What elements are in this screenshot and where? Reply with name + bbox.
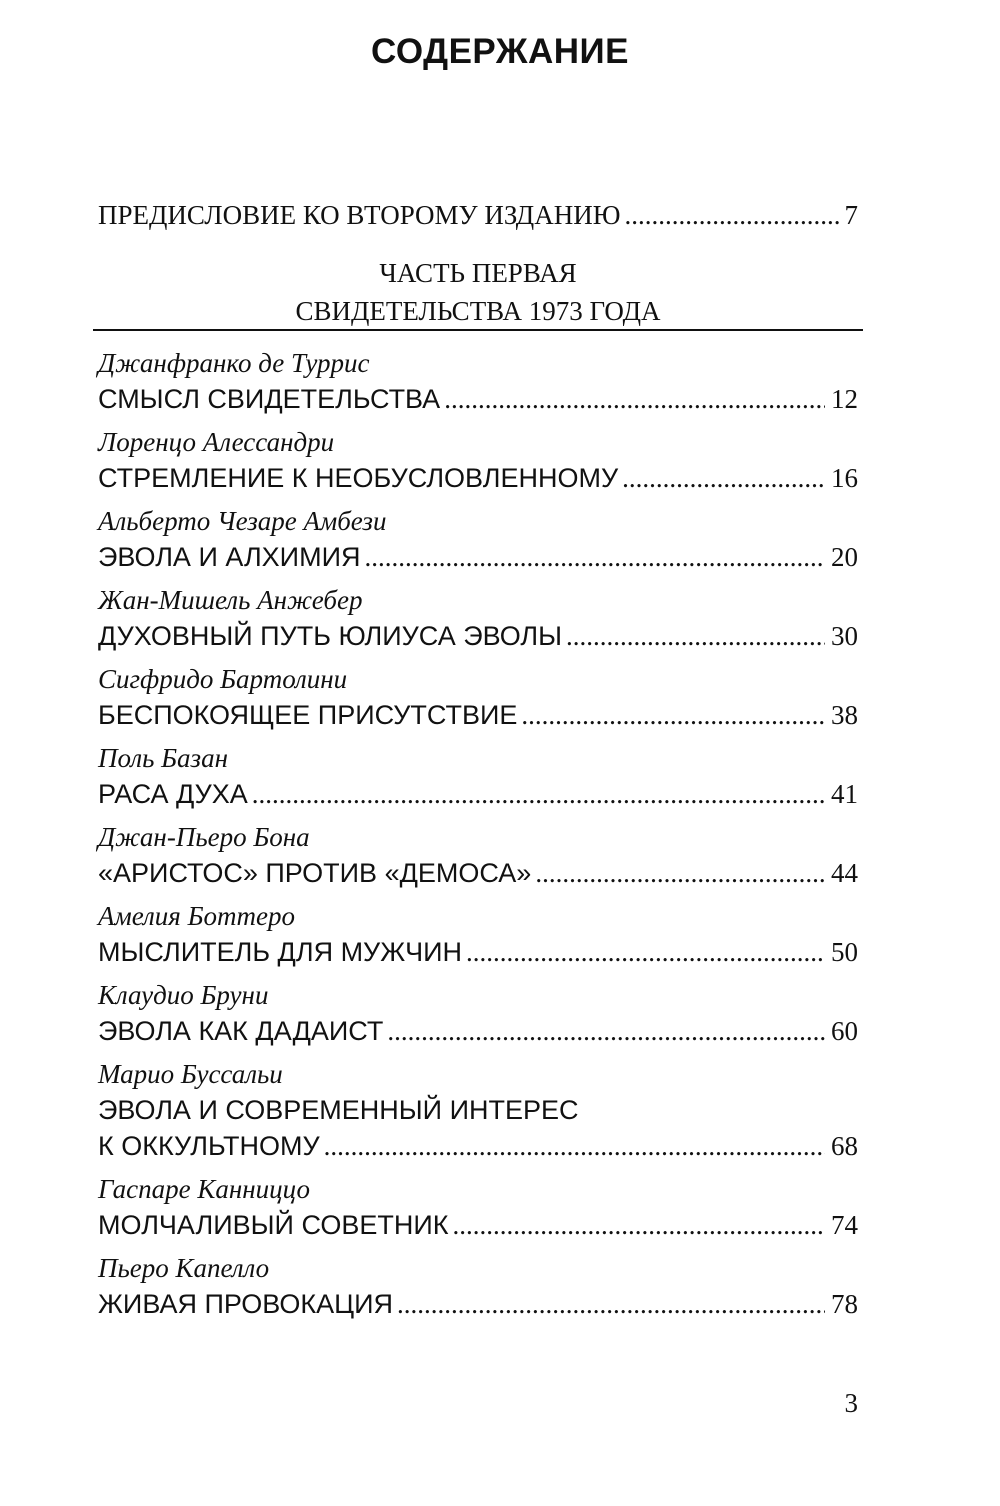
entry-page: 44 [831, 858, 858, 888]
entry-title: МОЛЧАЛИВЫЙ СОВЕТНИК [98, 1210, 449, 1240]
entry-title: ЭВОЛА И АЛХИМИЯ [98, 542, 361, 572]
entry-author: Гаспаре Канниццо [98, 1174, 310, 1204]
page-title: СОДЕРЖАНИЕ [370, 32, 629, 71]
entry-title: МЫСЛИТЕЛЬ ДЛЯ МУЖЧИН [98, 937, 463, 967]
dot-leader [535, 856, 825, 890]
entry-page: 20 [831, 542, 858, 572]
entry-title: ПРЕДИСЛОВИЕ КО ВТОРОМУ ИЗДАНИЮ [98, 200, 621, 230]
dot-leader [324, 1129, 825, 1163]
dot-leader [387, 1014, 825, 1048]
toc-entry[interactable] [98, 856, 858, 890]
dot-leader [444, 382, 825, 416]
toc-entry[interactable] [98, 619, 858, 653]
entry-page: 60 [831, 1016, 858, 1046]
part-heading [93, 254, 863, 330]
dot-leader [397, 1287, 825, 1321]
entry-page: 41 [831, 779, 858, 809]
entry-page: 30 [831, 621, 858, 651]
toc-entry[interactable] [98, 1014, 858, 1048]
entry-author: Жан-Мишель Анжебер [98, 585, 363, 615]
toc-entry[interactable] [98, 1208, 858, 1242]
entry-title: РАСА ДУХА [98, 779, 248, 809]
dot-leader [521, 698, 825, 732]
entry-page: 16 [831, 463, 858, 493]
toc-entry[interactable] [98, 698, 858, 732]
toc-entry[interactable] [98, 777, 858, 811]
part-label: ЧАСТЬ ПЕРВАЯ [379, 258, 577, 288]
entry-author: Джанфранко де Туррис [98, 348, 370, 378]
entry-page: 78 [831, 1289, 858, 1319]
toc-entry[interactable] [98, 935, 858, 969]
page-number: 3 [844, 1388, 858, 1418]
entry-page: 50 [831, 937, 858, 967]
entry-author: Альберто Чезаре Амбези [98, 506, 387, 536]
part-title: СВИДЕТЕЛЬСТВА 1973 ГОДА [295, 296, 661, 326]
entry-page: 74 [831, 1210, 858, 1240]
entry-author: Марио Буссальи [98, 1059, 283, 1089]
entry-page: 7 [844, 200, 858, 230]
entry-title: СМЫСЛ СВИДЕТЕЛЬСТВА [98, 384, 441, 414]
entry-title: СТРЕМЛЕНИЕ К НЕОБУСЛОВЛЕННОМУ [98, 463, 619, 493]
entry-author: Лоренцо Алессандри [98, 427, 335, 457]
entry-author: Пьеро Капелло [98, 1253, 270, 1283]
toc-entry[interactable] [98, 382, 858, 416]
entry-page: 38 [831, 700, 858, 730]
toc-entry[interactable] [98, 1129, 858, 1163]
entry-title: ЖИВАЯ ПРОВОКАЦИЯ [98, 1289, 394, 1319]
toc-entry[interactable] [98, 540, 858, 574]
entry-author: Джан-Пьеро Бона [98, 822, 310, 852]
entry-title: «АРИСТОС» ПРОТИВ «ДЕМОСА» [98, 858, 532, 888]
dot-leader [252, 777, 825, 811]
entry-page: 12 [831, 384, 858, 414]
entry-title: ЭВОЛА КАК ДАДАИСТ [98, 1016, 384, 1046]
entry-author: Клаудио Бруни [98, 980, 269, 1010]
entry-author: Амелия Боттеро [98, 901, 296, 931]
dot-leader [622, 461, 825, 495]
entry-author: Сигфридо Бартолини [98, 664, 348, 694]
dot-leader [453, 1208, 826, 1242]
entry-title: БЕСПОКОЯЩЕЕ ПРИСУТСТВИЕ [98, 700, 518, 730]
entry-page: 68 [831, 1131, 858, 1161]
toc-entry[interactable] [98, 461, 858, 495]
dot-leader [466, 935, 825, 969]
dot-leader [365, 540, 826, 574]
entry-title: К ОККУЛЬТНОМУ [98, 1131, 320, 1161]
entry-author: Поль Базан [98, 743, 228, 773]
dot-leader [566, 619, 825, 653]
toc-entry[interactable] [98, 1287, 858, 1321]
toc-entry-preface[interactable] [98, 198, 858, 232]
part-divider [93, 329, 863, 331]
entry-title: ДУХОВНЫЙ ПУТЬ ЮЛИУСА ЭВОЛЫ [98, 621, 563, 651]
entry-title-first-line[interactable]: ЭВОЛА И СОВРЕМЕННЫЙ ИНТЕРЕС [98, 1095, 579, 1125]
dot-leader [624, 198, 838, 232]
